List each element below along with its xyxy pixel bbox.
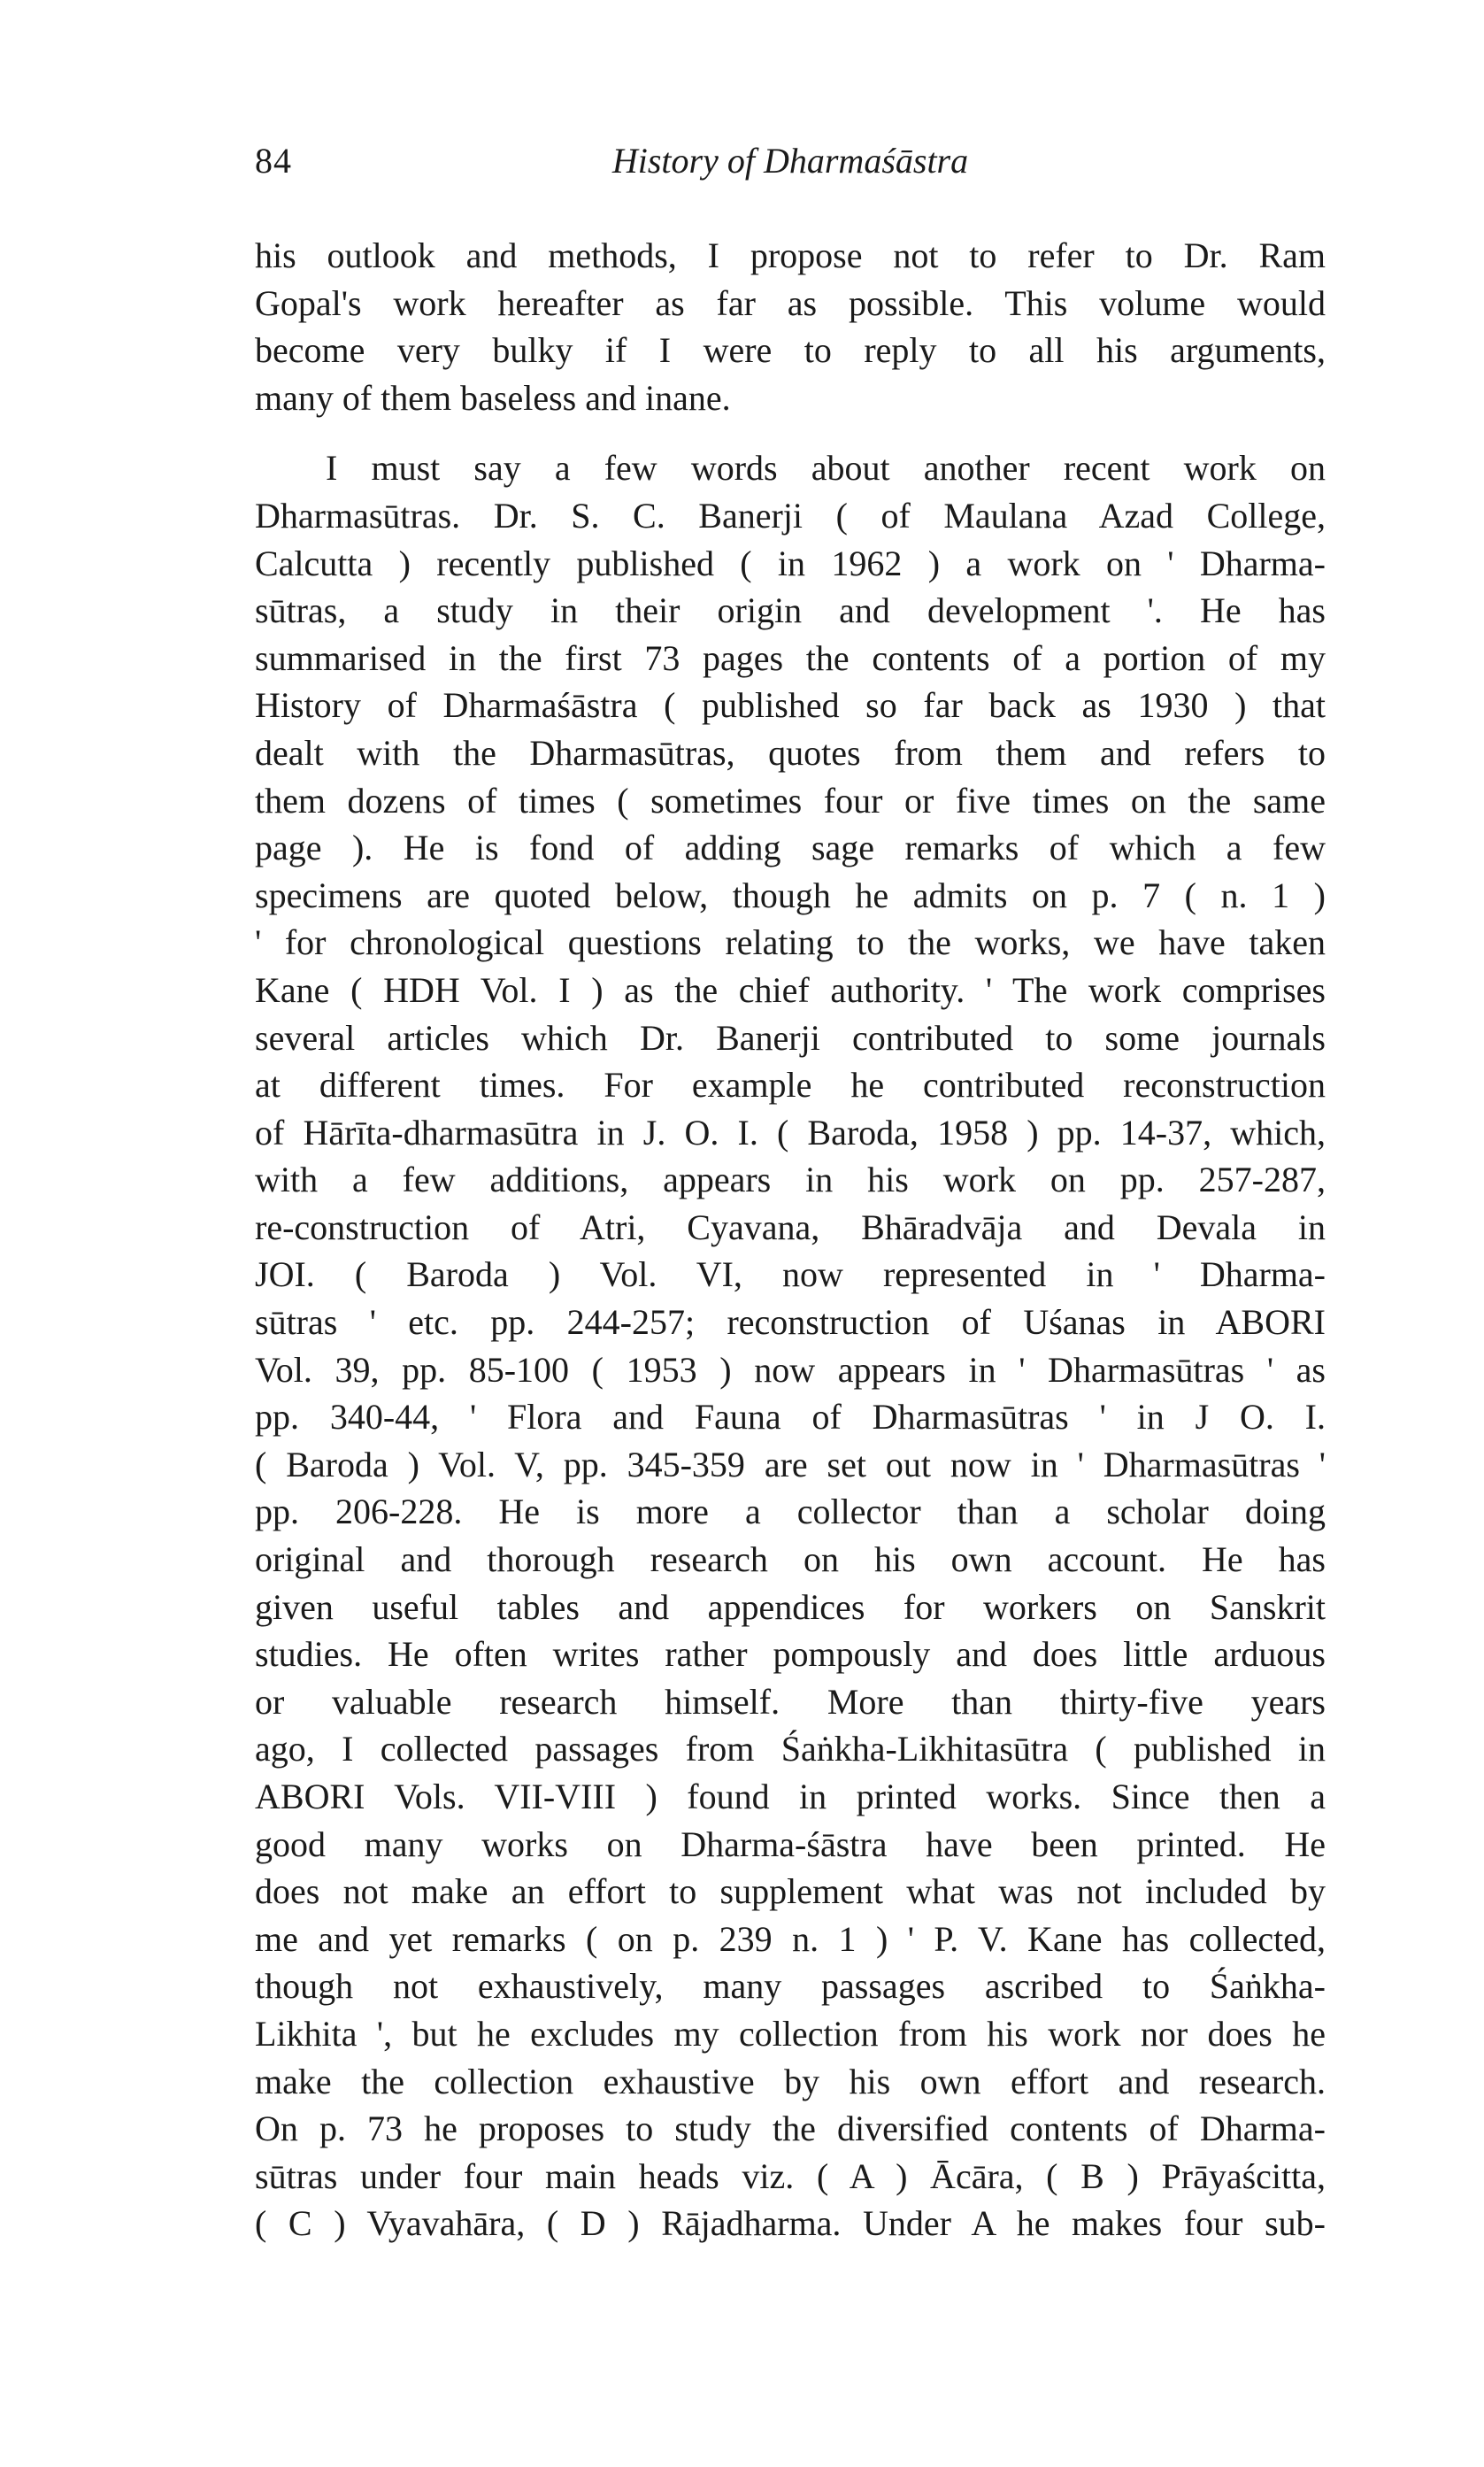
text-line: pp. 340-44, ' Flora and Fauna of Dharmasūtras ' in J O. I. — [255, 1397, 1326, 1438]
text-line: his outlook and methods, I propose not to refer to Dr. Ram — [255, 235, 1326, 275]
text-line: good many works on Dharma-śāstra have been printed. He — [255, 1823, 1326, 1864]
text-line: ABORI Vols. VII-VIII ) found in printed works. Since then a — [255, 1777, 1326, 1816]
text-line: at different times. For example he contributed reconstruction — [255, 1065, 1326, 1106]
text-line: them dozens of times ( sometimes four or five times on the same — [255, 780, 1326, 821]
text-line: Dharmasūtras. Dr. S. C. Banerji ( of Maulana Azad College, — [255, 495, 1326, 536]
text-line: summarised in the first 73 pages the contents of a portion of my — [255, 637, 1326, 678]
text-line: ( C ) Vyavahāra, ( D ) Rājadharma. Under A he makes four sub- — [255, 2203, 1326, 2244]
text-line: with a few additions, appears in his work on pp. 257-287, — [255, 1160, 1326, 1200]
text-line: Gopal's work hereafter as far as possible. This volume would — [255, 282, 1326, 323]
text-line: specimens are quoted below, though he admits on p. 7 ( n. 1 ) — [255, 875, 1326, 915]
text-line: re-construction of Atri, Cyavana, Bhāradvāja and Devala in — [255, 1207, 1326, 1247]
text-line: many of them baseless and inane. — [255, 377, 731, 418]
page-header — [255, 140, 1326, 193]
page-number: 84 — [255, 141, 292, 181]
text-line: or valuable research himself. More than thirty-five years — [255, 1681, 1326, 1722]
text-line: sūtras ' etc. pp. 244-257; reconstruction of Uśanas in ABORI — [255, 1302, 1326, 1343]
text-line: given useful tables and appendices for workers on Sanskrit — [255, 1586, 1326, 1627]
paragraph — [255, 232, 1326, 421]
text-line: original and thorough research on his own account. He has — [255, 1539, 1326, 1580]
body-text — [255, 232, 1326, 2247]
text-line: Calcutta ) recently published ( in 1962 ) a work on ' Dharma- — [255, 543, 1326, 583]
text-line: Kane ( HDH Vol. I ) as the chief authority. ' The work comprises — [255, 969, 1326, 1010]
running-title: History of Dharmaśāstra — [611, 141, 969, 181]
text-line: JOI. ( Baroda ) Vol. VI, now represented in ' Dharma- — [255, 1254, 1326, 1295]
text-line: pp. 206-228. He is more a collector than a scholar doing — [255, 1492, 1326, 1532]
text-line: Likhita ', but he excludes my collection from his work nor does he — [255, 2013, 1326, 2054]
text-line: sūtras under four main heads viz. ( A ) Ācāra, ( B ) Prāyaścitta, — [255, 2155, 1326, 2196]
text-line: History of Dharmaśāstra ( published so far back as 1930 ) that — [255, 685, 1326, 726]
text-line: make the collection exhaustive by his own effort and research. — [255, 2061, 1326, 2101]
text-line: sūtras, a study in their origin and development '. He has — [255, 590, 1326, 631]
text-line: though not exhaustively, many passages ascribed to Śaṅkha- — [255, 1966, 1326, 2007]
text-line: me and yet remarks ( on p. 239 n. 1 ) ' P. V. Kane has collected, — [255, 1918, 1326, 1959]
text-line: become very bulky if I were to reply to all his arguments, — [255, 330, 1326, 371]
text-line: studies. He often writes rather pompously and does little arduous — [255, 1634, 1326, 1675]
text-line: dealt with the Dharmasūtras, quotes from them and refers to — [255, 732, 1326, 773]
paragraph-spacer — [255, 421, 1326, 444]
text-line: of Hārīta-dharmasūtra in J. O. I. ( Baroda, 1958 ) pp. 14-37, which, — [255, 1112, 1326, 1153]
text-line: I must say a few words about another recent work on — [326, 448, 1326, 489]
text-line: does not make an effort to supplement what was not included by — [255, 1871, 1326, 1912]
text-line: Vol. 39, pp. 85-100 ( 1953 ) now appears in ' Dharmasūtras ' as — [255, 1349, 1326, 1390]
text-line: page ). He is fond of adding sage remarks of which a few — [255, 828, 1326, 868]
paragraph — [255, 444, 1326, 2247]
text-line: On p. 73 he proposes to study the diversified contents of Dharma- — [255, 2109, 1326, 2149]
text-line: ago, I collected passages from Śaṅkha-Likhitasūtra ( published in — [255, 1729, 1326, 1769]
text-line: ( Baroda ) Vol. V, pp. 345-359 are set out now in ' Dharmasūtras ' — [255, 1444, 1326, 1484]
text-line: ' for chronological questions relating to the works, we have taken — [255, 922, 1326, 963]
text-line: several articles which Dr. Banerji contributed to some journals — [255, 1017, 1326, 1058]
